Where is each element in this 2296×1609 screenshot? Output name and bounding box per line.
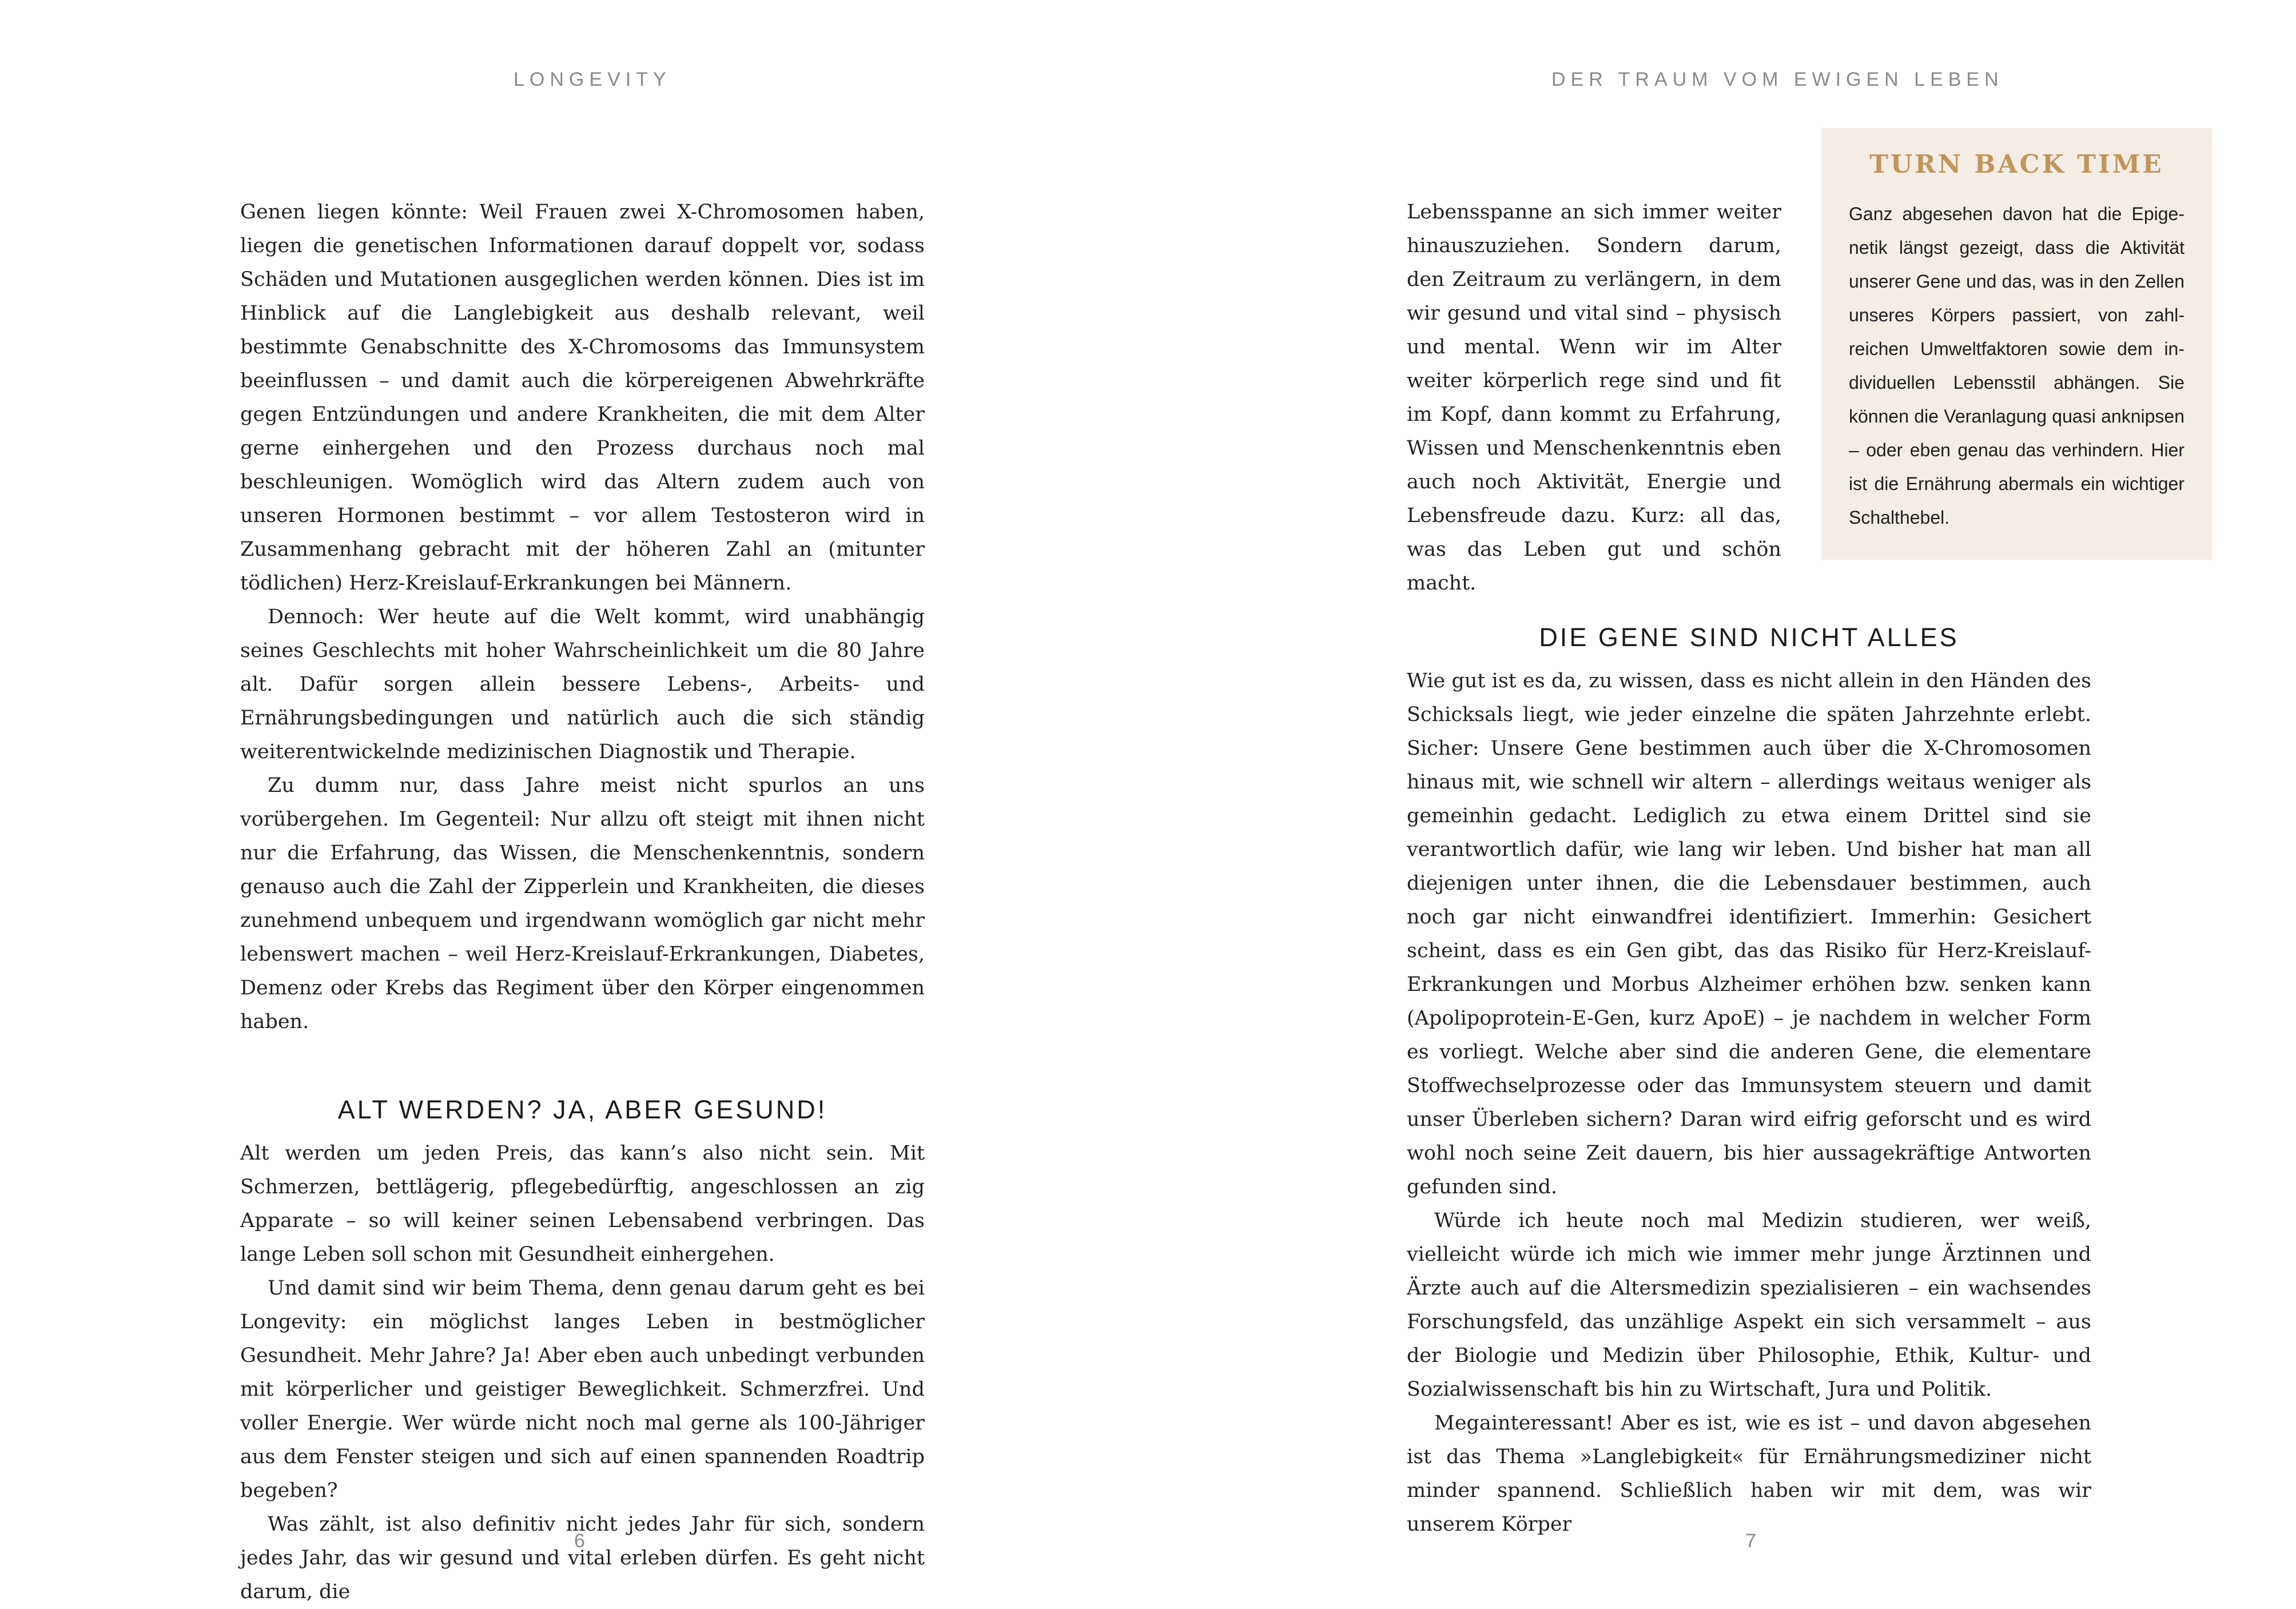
turn-back-time-sidebar [1821, 128, 2212, 560]
right-paragraph-3: Megainteressant! Aber es ist, wie es ist – und davon abgesehen ist das Thema »Langlebigkeit« für Ernährungsmediziner nicht minder spannend. Schließlich haben wir mit dem, was wir unserem Körper [1407, 1412, 2091, 1536]
sidebar-text: Ganz abgesehen davon hat die Epigenetik längst gezeigt, dass die Aktivität unserer Gene und das, was in den Zellen unseres Körpers passiert, von zahlreichen Umweltfaktoren sowie dem individuellen Lebensstil abhängen. Sie können die Veranlagung quasi anknipsen – oder eben genau das verhindern. Hier ist die Ernährung abermals ein wichtiger Schalthebel. [1849, 204, 2184, 528]
left-section-paragraph-3: Was zählt, ist also definitiv nicht jedes Jahr für sich, sondern jedes Jahr, das wir gesund und vital erleben dürfen. Es geht nicht darum, die [240, 1513, 925, 1603]
left-paragraph-1: Genen liegen könnte: Weil Frauen zwei X-Chromosomen haben, liegen die genetischen Informationen darauf doppelt vor, sodass Schäden und Mutationen ausgeglichen werden können. Dies ist im Hinblick auf die Langlebigkeit aus deshalb relevant, weil bestimmte Genabschnitte des X-Chromosoms das Immunsystem beeinflussen – und damit auch die körpereigenen Abwehrkräfte gegen Entzündungen und andere Krankheiten, die mit dem Alter gerne einhergehen und den Prozess durchaus noch mal beschleunigen. Womöglich wird das Altern zudem auch von unseren Hormonen bestimmt – vor allem Testosteron wird in Zusammenhang gebracht mit der höheren Zahl an (mitunter tödlichen) Herz-Kreislauf-Erkrankungen bei Männern. [240, 201, 925, 595]
right-section-heading: DIE GENE SIND NICHT ALLES [1539, 623, 1959, 652]
left-paragraph-3: Zu dumm nur, dass Jahre meist nicht spurlos an uns vorübergehen. Im Gegenteil: Nur allzu oft steigt mit ihnen nicht nur die Erfahrung, das Wissen, die Menschenkenntnis, sondern genauso auch die Zahl der Zipperlein und Krankheiten, die dieses zunehmend unbequem und irgendwann womöglich gar nicht mehr lebenswert machen – weil Herz-Kreislauf-Erkrankungen, Diabetes, Demenz oder Krebs das Regiment über den Körper eingenommen haben. [240, 774, 925, 1033]
left-section-heading: ALT WERDEN? JA, ABER GESUND! [337, 1095, 827, 1124]
right-running-head: DER TRAUM VOM EWIGEN LEBEN [1551, 69, 2004, 90]
right-page-continuation [1407, 196, 1781, 600]
right-page-number: 7 [1745, 1530, 1756, 1552]
left-paragraph-2: Dennoch: Wer heute auf die Welt kommt, wird unabhängig seines Geschlechts mit hoher Wahrscheinlichkeit um die 80 Jahre alt. Dafür sorgen allein bessere Lebens-, Arbeits- und Ernährungsbedingungen und natürlich auch die sich ständig weiterentwickelnde medizinischen Diagnostik und Therapie. [240, 606, 925, 763]
left-section-paragraph-2: Und damit sind wir beim Thema, denn genau darum geht es bei Longevity: ein möglichst langes Leben in bestmöglicher Gesundheit. Mehr Jahre? Ja! Aber eben auch unbedingt verbunden mit körperlicher und geistiger Beweglichkeit. Schmerzfrei. Und voller Energie. Wer würde nicht noch mal gerne als 100-Jähriger aus dem Fenster steigen und sich auf einen spannenden Roadtrip begeben? [240, 1277, 925, 1502]
right-page-body [1407, 620, 2091, 1542]
left-page-body [240, 196, 925, 1609]
sidebar-title: TURN BACK TIME [1869, 150, 2164, 179]
right-paragraph-2: Würde ich heute noch mal Medizin studieren, wer weiß, vielleicht würde ich mich wie immer mehr junge Ärztinnen und Ärzte auch auf die Altersmedizin spezialisieren – ein wachsendes Forschungsfeld, das unzählige Aspekt ein sich versammelt – aus der Biologie und Medizin über Philosophie, Ethik, Kultur- und Sozialwissenschaft bis hin zu Wirtschaft, Jura und Politik. [1407, 1209, 2091, 1401]
right-continuation-paragraph: Lebensspanne an sich immer weiter hinauszuziehen. Sondern darum, den Zeitraum zu verlängern, in dem wir gesund und vital sind – physisch und mental. Wenn wir im Alter weiter körperlich rege sind und fit im Kopf, dann kommt zu Erfahrung, Wissen und Menschenkenntnis eben auch noch Aktivität, Energie und Lebensfreude dazu. Kurz: all das, was das Leben gut und schön macht. [1407, 201, 1781, 595]
left-page-number: 6 [574, 1530, 585, 1552]
right-paragraph-1: Wie gut ist es da, zu wissen, dass es nicht allein in den Händen des Schicksals liegt, wie jeder einzelne die späten Jahrzehnte erlebt. Sicher: Unsere Gene bestimmen auch über die X-Chromosomen hinaus mit, wie schnell wir altern – allerdings weitaus weniger als gemeinhin gedacht. Lediglich zu etwa einem Drittel sind sie verantwortlich dafür, wie lang wir leben. Und bisher hat man all diejenigen unter ihnen, die die Lebensdauer bestimmen, auch noch gar nicht einwandfrei identifiziert. Immerhin: Gesichert scheint, dass es ein Gen gibt, das das Risiko für Herz-Kreislauf-Erkrankungen und Morbus Alzheimer erhöhen bzw. senken kann (Apolipoprotein-E-Gen, kurz ApoE) – je nachdem in welcher Form es vorliegt. Welche aber sind die anderen Gene, die elementare Stoffwechselprozesse oder das Immunsystem steuern und damit unser Überleben sichern? Daran wird eifrig geforscht und es wird wohl noch seine Zeit dauern, bis hier aussagekräftige Antworten gefunden sind. [1407, 670, 2091, 1198]
left-section-paragraph-1: Alt werden um jeden Preis, das kann’s also nicht sein. Mit Schmerzen, bettlägerig, pflegebedürftig, angeschlossen an zig Apparate – so will keiner seinen Lebensabend verbringen. Das lange Leben soll schon mit Gesundheit einhergehen. [240, 1142, 925, 1266]
left-running-head: LONGEVITY [514, 69, 671, 90]
